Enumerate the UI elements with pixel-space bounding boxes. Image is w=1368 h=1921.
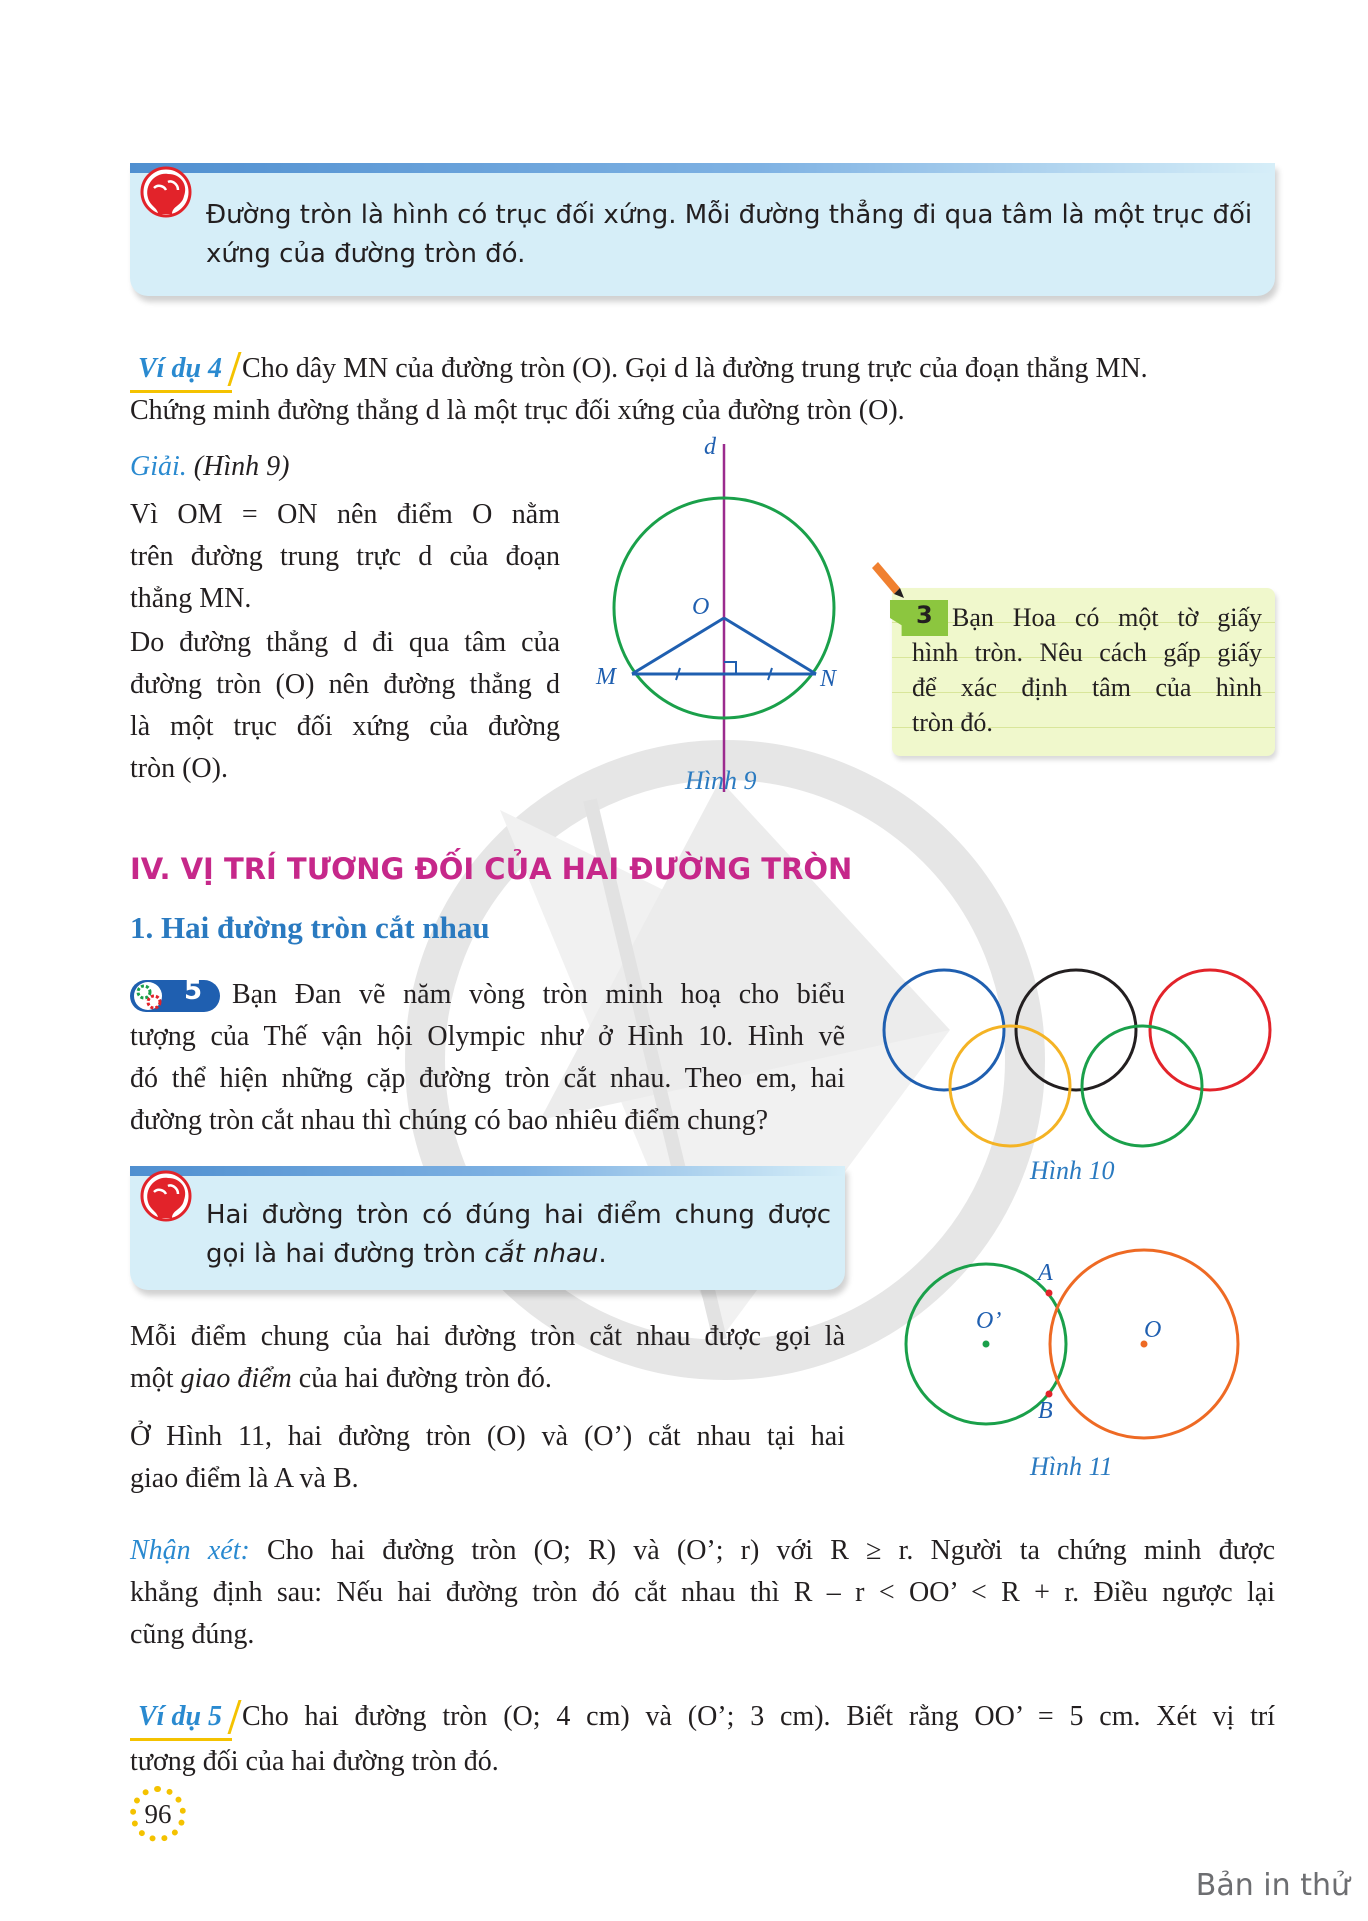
draft-watermark: Bản in thử xyxy=(1195,1868,1350,1903)
point-b xyxy=(1046,1391,1053,1398)
intersection-para1-line1: Mỗi điểm chung của hai đường tròn cắt nhau được gọi là xyxy=(130,1321,845,1352)
label-b: B xyxy=(1038,1398,1053,1424)
label-o: O xyxy=(692,594,710,620)
activity5-line: tượng của Thế vận hội Olympic như ở Hình 10. Hình vẽ xyxy=(130,1021,845,1052)
page-number: 96 xyxy=(130,1786,186,1842)
example4-tag: Ví dụ 4 xyxy=(130,348,232,393)
giao-diem-term: giao điểm xyxy=(180,1363,292,1394)
point-a xyxy=(1046,1290,1053,1297)
remark-text1: Cho hai đường tròn (O; R) và (O’; r) với R ≥ r. Người ta chứng minh được xyxy=(249,1535,1276,1566)
question3-line: tròn đó. xyxy=(912,708,993,737)
activity5-text xyxy=(130,974,845,1142)
solution-label: Giải. xyxy=(130,451,187,482)
brain-icon xyxy=(138,166,194,224)
subsection-heading: 1. Hai đường tròn cắt nhau xyxy=(130,910,490,945)
question3-line: Bạn Hoa có một tờ giấy xyxy=(952,603,1262,632)
note1-line1: Đường tròn là hình có trục đối xứng. Mỗi đường thẳng đi qua tâm là một trục đối xyxy=(206,200,1253,230)
activity5-number: 5 xyxy=(184,976,203,1006)
note2-line1: Hai đường tròn có đúng hai điểm chung được xyxy=(206,1200,831,1230)
example5-text1: Cho hai đường tròn (O; 4 cm) và (O’; 3 cm). Biết rằng OO’ = 5 cm. Xét vị trí xyxy=(242,1701,1275,1732)
label-o: O xyxy=(1144,1317,1162,1343)
note2-line2-a: gọi là hai đường tròn xyxy=(206,1239,485,1269)
segment-on xyxy=(724,618,816,674)
label-a: A xyxy=(1038,1260,1053,1286)
remark-line1 xyxy=(130,1530,1275,1572)
question3-line: để xác định tâm của hình xyxy=(912,673,1262,702)
remark xyxy=(130,1530,1275,1656)
solution-para1-line: thẳng MN. xyxy=(130,583,252,614)
example4-line1 xyxy=(130,348,1275,393)
label-o-prime: O’ xyxy=(976,1308,1002,1334)
figure-11 xyxy=(896,1236,1256,1462)
center-o-prime xyxy=(983,1341,990,1348)
intersection-para2-line1: Ở Hình 11, hai đường tròn (O) và (O’) cắt nhau tại hai xyxy=(130,1421,845,1452)
solution-para2-line: tròn (O). xyxy=(130,753,228,784)
solution-para1 xyxy=(130,494,560,620)
activity5-line: đường tròn cắt nhau thì chúng có bao nhiêu điểm chung? xyxy=(130,1105,769,1136)
label-m: M xyxy=(596,664,616,690)
example5-tag: Ví dụ 5 xyxy=(130,1696,232,1741)
solution-para1-line: Vì OM = ON nên điểm O nằm xyxy=(130,499,560,530)
ring-red xyxy=(1150,970,1270,1090)
text-run: của hai đường tròn đó. xyxy=(291,1363,552,1394)
note-top-bar xyxy=(130,1166,845,1176)
activity5-line: đó thể hiện những cặp đường tròn cắt nhau. Theo em, hai xyxy=(130,1063,845,1094)
note-top-bar xyxy=(130,163,1275,173)
question3-line: hình tròn. Nêu cách gấp giấy xyxy=(912,638,1262,667)
solution-para2 xyxy=(130,622,560,790)
solution-para1-line: trên đường trung trực d của đoạn xyxy=(130,541,560,572)
label-d: d xyxy=(704,434,716,460)
example5 xyxy=(130,1696,1275,1783)
example4-text1: Cho dây MN của đường tròn (O). Gọi d là đường trung trực của đoạn thẳng MN. xyxy=(242,353,1148,384)
intersection-para1 xyxy=(130,1316,845,1400)
section-heading: IV. VỊ TRÍ TƯƠNG ĐỐI CỦA HAI ĐƯỜNG TRÒN xyxy=(130,852,853,886)
solution-para2-line: đường tròn (O) nên đường thẳng d xyxy=(130,669,560,700)
remark-line2: khẳng định sau: Nếu hai đường tròn đó cắt nhau thì R – r < OO’ < R + r. Điều ngược lại xyxy=(130,1577,1275,1608)
solution-para2-line: là một trục đối xứng của đường xyxy=(130,711,560,742)
question3-number: 3 xyxy=(916,601,933,629)
intersection-para1-line2 xyxy=(130,1358,845,1400)
question3-text xyxy=(912,600,1262,740)
example4-line2: Chứng minh đường thẳng d là một trục đối xứng của đường tròn (O). xyxy=(130,395,905,426)
intersection-para2 xyxy=(130,1416,845,1500)
right-angle-mark xyxy=(724,662,736,674)
solution-heading xyxy=(130,446,289,488)
brain-icon xyxy=(138,1170,194,1228)
fig11-caption: Hình 11 xyxy=(1030,1452,1113,1481)
intersection-para2-line2: giao điểm là A và B. xyxy=(130,1463,359,1494)
solution-ref: (Hình 9) xyxy=(193,451,290,482)
fig10-caption: Hình 10 xyxy=(1030,1156,1115,1185)
fig9-caption: Hình 9 xyxy=(685,766,757,795)
note2-line2-c: . xyxy=(598,1239,607,1269)
note2-line2 xyxy=(206,1235,607,1274)
example5-line2: tương đối của hai đường tròn đó. xyxy=(130,1746,499,1777)
remark-line3: cũng đúng. xyxy=(130,1619,255,1650)
note2-term: cắt nhau xyxy=(484,1239,599,1269)
text-run: một xyxy=(130,1363,181,1394)
figure-9 xyxy=(596,430,860,810)
figure-10 xyxy=(876,958,1282,1158)
solution-para2-line: Do đường thẳng d đi qua tâm của xyxy=(130,627,560,658)
activity5-line: Bạn Đan vẽ năm vòng tròn minh hoạ cho biểu xyxy=(232,979,845,1010)
segment-om xyxy=(632,618,724,674)
label-n: N xyxy=(820,666,837,692)
note1-line2: xứng của đường tròn đó. xyxy=(206,239,526,269)
remark-label: Nhận xét: xyxy=(130,1535,250,1566)
example5-line1 xyxy=(130,1696,1275,1741)
